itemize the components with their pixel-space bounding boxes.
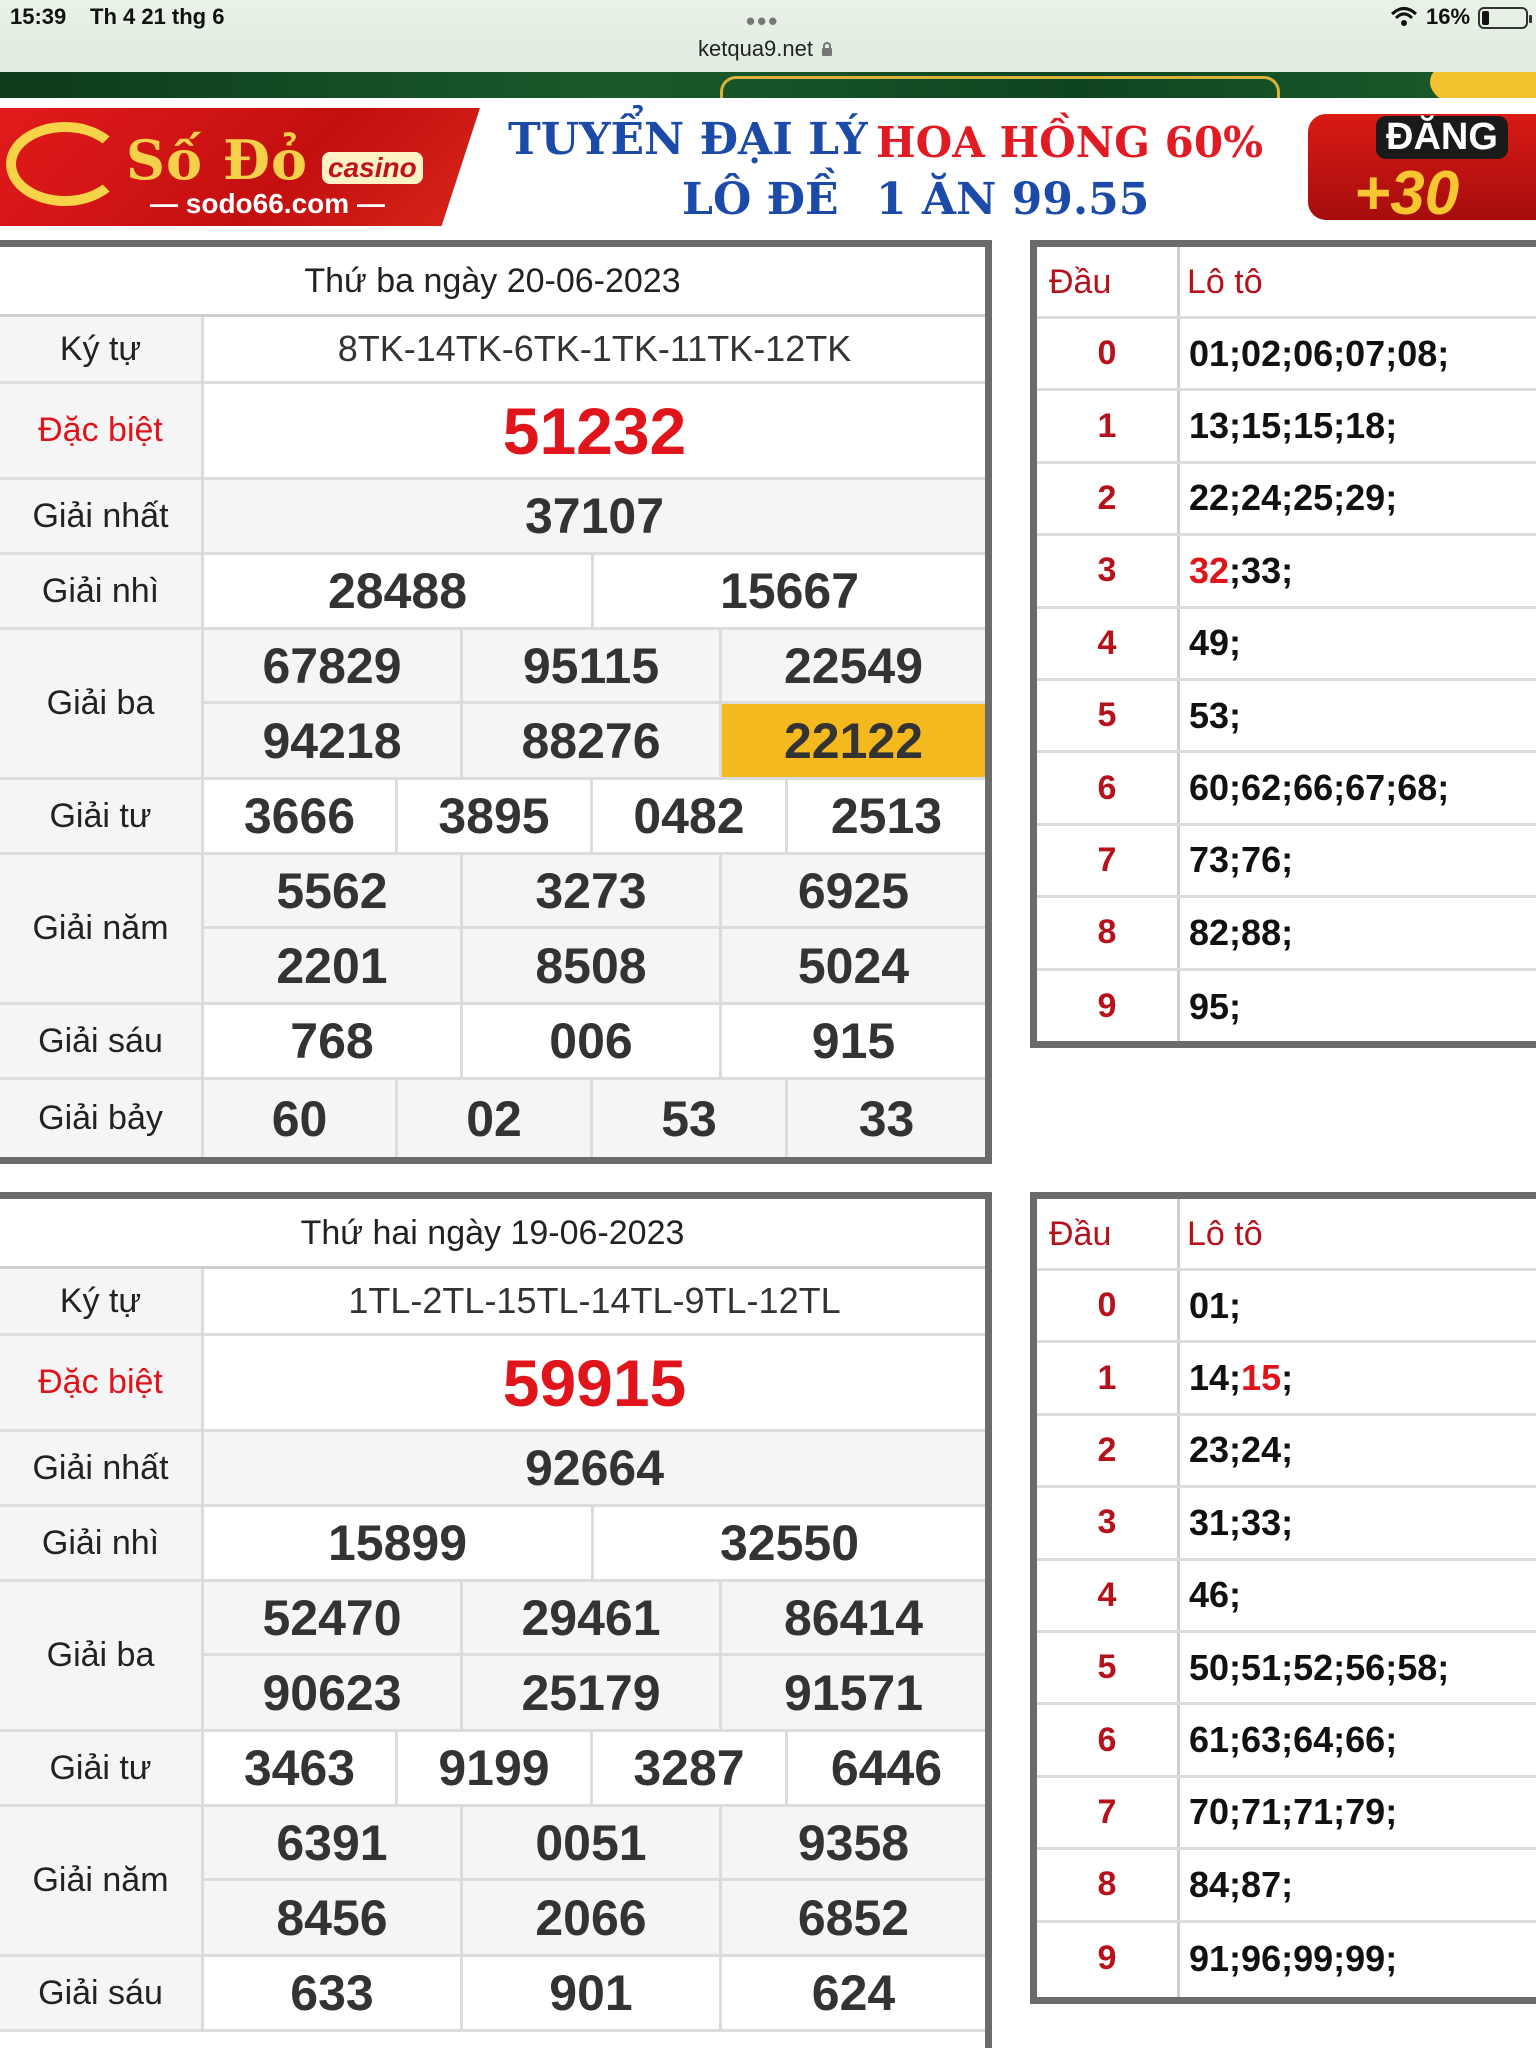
- row-fourth: [0, 780, 985, 855]
- prize-number: 22549: [722, 630, 985, 704]
- prize-number: 5562: [204, 855, 463, 929]
- loto-number: 91: [1189, 1937, 1230, 1979]
- row-third: [0, 630, 985, 780]
- loto-numbers: [1189, 319, 1536, 388]
- loto-number: 07: [1345, 332, 1386, 374]
- separator: ;: [1281, 1863, 1294, 1905]
- prize-number: 2201: [204, 929, 463, 1002]
- separator: ;: [1385, 477, 1398, 519]
- result-date-title: Thứ hai ngày 19-06-2023: [0, 1199, 985, 1269]
- separator: ;: [1229, 694, 1242, 736]
- loto-numbers: [1189, 681, 1536, 750]
- loto-number: 60: [1189, 767, 1230, 809]
- loto-header: [1037, 247, 1536, 319]
- loto-row: [1037, 753, 1536, 825]
- prize-number: 02: [398, 1080, 593, 1157]
- loto-number: 61: [1189, 1719, 1230, 1761]
- separator: ;: [1333, 1937, 1346, 1979]
- row-label-special: Đặc biệt: [0, 1336, 204, 1429]
- loto-number: 95: [1189, 985, 1230, 1027]
- prize-number: 901: [463, 1957, 722, 2029]
- sodo-logo-icon: [6, 122, 124, 206]
- row-label: Giải ba: [0, 1582, 204, 1729]
- row-label: Giải sáu: [0, 1005, 204, 1077]
- loto-number: 32: [1189, 549, 1230, 591]
- loto-number: 15: [1241, 1357, 1282, 1399]
- more-dots-icon[interactable]: •••: [746, 6, 780, 36]
- loto-numbers: [1189, 898, 1536, 967]
- row-first: [0, 480, 985, 555]
- row-second: [0, 1507, 985, 1582]
- row-sixth: [0, 1005, 985, 1080]
- loto-number: 70: [1189, 1791, 1230, 1833]
- separator: ;: [1385, 1937, 1398, 1979]
- loto-number: 49: [1189, 622, 1230, 664]
- separator: ;: [1437, 1646, 1450, 1688]
- loto-number: 15: [1241, 405, 1282, 447]
- loto-number: 01: [1189, 1284, 1230, 1326]
- loto-number: 66: [1293, 767, 1334, 809]
- loto-number: 31: [1189, 1501, 1230, 1543]
- separator: ;: [1229, 549, 1242, 591]
- loto-row: [1037, 464, 1536, 536]
- loto-number: 29: [1345, 477, 1386, 519]
- loto-dau: 3: [1097, 1503, 1117, 1542]
- separator: ;: [1333, 332, 1346, 374]
- loto-numbers: [1189, 391, 1536, 460]
- loto-dau: 9: [1097, 1939, 1117, 1978]
- loto-number: 51: [1241, 1646, 1282, 1688]
- prize-number: 91571: [783, 1664, 924, 1721]
- loto-numbers: [1189, 1705, 1536, 1774]
- loto-header: [1037, 1199, 1536, 1271]
- loto-row: [1037, 536, 1536, 608]
- prize-number: 25179: [463, 1656, 722, 1729]
- loto-row: [1037, 1416, 1536, 1488]
- prize-number: 0051: [463, 1807, 722, 1881]
- prize-number: 633: [204, 1957, 463, 2029]
- prize-number: 6852: [797, 1889, 910, 1946]
- loto-table: [1030, 240, 1536, 1048]
- battery-icon: [1478, 7, 1528, 29]
- kytu-code: 8TK-14TK-6TK-1TK-11TK-12TK: [337, 328, 852, 369]
- ad-decoration: [1430, 72, 1536, 98]
- row-fourth: [0, 1732, 985, 1807]
- prize-number: 3273: [463, 855, 722, 929]
- separator: ;: [1229, 332, 1242, 374]
- loto-number: 08: [1397, 332, 1438, 374]
- loto-row: [1037, 1488, 1536, 1560]
- separator: ;: [1229, 1719, 1242, 1761]
- separator: ;: [1385, 1791, 1398, 1833]
- prize-number: 28488: [204, 555, 594, 627]
- loto-number: 71: [1241, 1791, 1282, 1833]
- row-special: [0, 384, 985, 480]
- loto-row: [1037, 971, 1536, 1043]
- prize-number: 6925: [722, 855, 985, 929]
- prize-number: 915: [811, 1013, 896, 1069]
- loto-number: 68: [1397, 767, 1438, 809]
- loto-number: 84: [1189, 1863, 1230, 1905]
- loto-number: 18: [1345, 405, 1386, 447]
- ad-brand: Số Đỏ: [126, 128, 309, 192]
- battery-percent: 16%: [1426, 4, 1471, 29]
- loto-numbers: [1189, 1561, 1536, 1630]
- row-label-special: Đặc biệt: [0, 384, 204, 477]
- ad-brand-tag: casino: [322, 152, 423, 184]
- row-label: Giải nhì: [0, 1507, 204, 1579]
- separator: ;: [1385, 332, 1398, 374]
- separator: ;: [1229, 1937, 1242, 1979]
- ad-domain: — sodo66.com —: [150, 188, 385, 219]
- prize-number: 006: [463, 1005, 722, 1077]
- separator: ;: [1229, 1646, 1242, 1688]
- loto-dau: 5: [1097, 1648, 1117, 1687]
- loto-number: 01: [1189, 332, 1230, 374]
- separator: ;: [1333, 1646, 1346, 1688]
- url-text: ketqua9.net: [698, 36, 813, 61]
- ad-title: TUYỂN ĐẠI LÝ: [508, 114, 868, 165]
- separator: ;: [1229, 477, 1242, 519]
- loto-numbers: [1189, 1778, 1536, 1847]
- separator: ;: [1333, 477, 1346, 519]
- kytu-code: 1TL-2TL-15TL-14TL-9TL-12TL: [348, 1280, 841, 1321]
- separator: ;: [1281, 839, 1294, 881]
- loto-number: 76: [1241, 839, 1282, 881]
- result-table: [0, 1192, 992, 2048]
- separator: ;: [1281, 332, 1294, 374]
- loto-row: [1037, 898, 1536, 970]
- loto-head-loto: Lô tô: [1187, 263, 1263, 301]
- loto-number: 79: [1345, 1791, 1386, 1833]
- loto-number: 33: [1241, 1501, 1282, 1543]
- prize-number: 6391: [204, 1807, 463, 1881]
- separator: ;: [1281, 1646, 1294, 1688]
- loto-dau: 1: [1097, 406, 1117, 445]
- loto-row: [1037, 1923, 1536, 1995]
- ad-lode: LÔ ĐỀ: [682, 174, 839, 225]
- prize-number: 3895: [398, 780, 593, 852]
- loto-row: [1037, 1705, 1536, 1777]
- row-label: Giải năm: [0, 1807, 204, 1954]
- prize-number: 86414: [722, 1582, 985, 1656]
- loto-numbers: [1189, 1271, 1536, 1340]
- loto-numbers: [1189, 1923, 1536, 1995]
- prize-number: 88276: [463, 704, 722, 777]
- lock-icon: [821, 37, 833, 63]
- status-date: Th 4 21 thg 6: [90, 4, 225, 29]
- loto-number: 46: [1189, 1574, 1230, 1616]
- loto-number: 53: [1189, 694, 1230, 736]
- separator: ;: [1385, 405, 1398, 447]
- row-third: [0, 1582, 985, 1732]
- loto-dau: 4: [1097, 623, 1117, 662]
- loto-row: [1037, 826, 1536, 898]
- row-label: Giải nhì: [0, 555, 204, 627]
- loto-dau: 6: [1097, 768, 1117, 807]
- loto-row: [1037, 1343, 1536, 1415]
- prize-number: 90623: [204, 1656, 463, 1729]
- sodo-ad-banner[interactable]: [0, 108, 1536, 226]
- loto-numbers: [1189, 609, 1536, 678]
- row-label: Giải sáu: [0, 1957, 204, 2029]
- separator: ;: [1281, 477, 1294, 519]
- prize-number: 53: [593, 1080, 788, 1157]
- loto-head-dau: Đầu: [1049, 1215, 1112, 1253]
- loto-row: [1037, 1561, 1536, 1633]
- separator: ;: [1333, 1719, 1346, 1761]
- loto-row: [1037, 1633, 1536, 1705]
- loto-number: 50: [1189, 1646, 1230, 1688]
- loto-number: 64: [1293, 1719, 1334, 1761]
- separator: ;: [1229, 1357, 1242, 1399]
- row-sixth: [0, 1957, 985, 2032]
- loto-numbers: [1189, 1633, 1536, 1702]
- loto-dau: 2: [1097, 1430, 1117, 1469]
- prize-number: 5024: [797, 937, 910, 994]
- loto-number: 22: [1189, 477, 1230, 519]
- loto-number: 14: [1189, 1357, 1230, 1399]
- separator: ;: [1229, 1501, 1242, 1543]
- prize-number: 29461: [463, 1582, 722, 1656]
- loto-number: 02: [1241, 332, 1282, 374]
- loto-number: 73: [1189, 839, 1230, 881]
- separator: ;: [1281, 1501, 1294, 1543]
- separator: ;: [1281, 1357, 1294, 1399]
- prize-number: 67829: [204, 630, 463, 704]
- separator: ;: [1281, 1429, 1294, 1471]
- prize-number: 9358: [722, 1807, 985, 1881]
- loto-number: 88: [1241, 911, 1282, 953]
- loto-numbers: [1189, 536, 1536, 605]
- separator: ;: [1229, 911, 1242, 953]
- row-label: Giải ba: [0, 630, 204, 777]
- prize-number: 3463: [204, 1732, 398, 1804]
- separator: ;: [1229, 1429, 1242, 1471]
- top-ad-banner[interactable]: [0, 72, 1536, 98]
- loto-row: [1037, 609, 1536, 681]
- separator: ;: [1229, 985, 1242, 1027]
- ad-register-label: ĐĂNG: [1376, 116, 1508, 159]
- row-label: Giải tư: [0, 780, 204, 852]
- loto-number: 99: [1293, 1937, 1334, 1979]
- loto-number: 56: [1345, 1646, 1386, 1688]
- separator: ;: [1281, 549, 1294, 591]
- prize-number: 3666: [204, 780, 398, 852]
- row-label: Giải năm: [0, 855, 204, 1002]
- loto-numbers: [1189, 1416, 1536, 1485]
- address-bar[interactable]: [698, 36, 833, 63]
- row-label: Giải nhất: [0, 480, 204, 552]
- loto-dau: 4: [1097, 1575, 1117, 1614]
- ad-odds: 1 ĂN 99.55: [876, 174, 1150, 225]
- loto-number: 33: [1241, 549, 1282, 591]
- loto-numbers: [1189, 826, 1536, 895]
- row-label: Giải bảy: [0, 1080, 204, 1157]
- loto-row: [1037, 391, 1536, 463]
- prize-number: 9199: [398, 1732, 593, 1804]
- loto-dau: 9: [1097, 987, 1117, 1026]
- ad-frame: [720, 76, 1280, 98]
- separator: ;: [1229, 1574, 1242, 1616]
- row-label: Giải tư: [0, 1732, 204, 1804]
- loto-number: 06: [1293, 332, 1334, 374]
- prize-number: 6446: [830, 1740, 943, 1796]
- loto-row: [1037, 1778, 1536, 1850]
- loto-numbers: [1189, 1850, 1536, 1919]
- prize-number: 95115: [463, 630, 722, 704]
- loto-numbers: [1189, 464, 1536, 533]
- separator: ;: [1229, 839, 1242, 881]
- loto-numbers: [1189, 971, 1536, 1043]
- row-special: [0, 1336, 985, 1432]
- row-seventh: [0, 1080, 985, 1157]
- prize-number: 8456: [204, 1881, 463, 1954]
- row-label: Ký tự: [0, 317, 204, 381]
- loto-dau: 2: [1097, 478, 1117, 517]
- prize-number: 37107: [524, 488, 665, 544]
- separator: ;: [1385, 1719, 1398, 1761]
- loto-row: [1037, 1271, 1536, 1343]
- prize-number: 2066: [463, 1881, 722, 1954]
- separator: ;: [1229, 767, 1242, 809]
- prize-number: 92664: [524, 1440, 665, 1496]
- loto-number: 52: [1293, 1646, 1334, 1688]
- loto-dau: 8: [1097, 913, 1117, 952]
- separator: ;: [1385, 1646, 1398, 1688]
- row-fifth: [0, 855, 985, 1005]
- separator: ;: [1229, 1863, 1242, 1905]
- loto-number: 99: [1345, 1937, 1386, 1979]
- loto-dau: 0: [1097, 1286, 1117, 1325]
- loto-dau: 3: [1097, 551, 1117, 590]
- ad-commission: HOA HỒNG 60%: [876, 118, 1263, 167]
- row-kytu: [0, 1269, 985, 1336]
- separator: ;: [1281, 405, 1294, 447]
- loto-number: 25: [1293, 477, 1334, 519]
- loto-number: 67: [1345, 767, 1386, 809]
- loto-dau: 7: [1097, 840, 1117, 879]
- prize-number: 33: [858, 1090, 915, 1147]
- separator: ;: [1385, 767, 1398, 809]
- prize-number-highlighted: 22122: [722, 704, 985, 777]
- prize-number: 768: [204, 1005, 463, 1077]
- separator: ;: [1229, 405, 1242, 447]
- separator: ;: [1281, 1937, 1294, 1979]
- loto-dau: 6: [1097, 1720, 1117, 1759]
- loto-number: 63: [1241, 1719, 1282, 1761]
- row-kytu: [0, 317, 985, 384]
- separator: ;: [1281, 1719, 1294, 1761]
- loto-head-loto: Lô tô: [1187, 1215, 1263, 1253]
- prize-number: 0482: [593, 780, 788, 852]
- prize-number: 60: [204, 1080, 398, 1157]
- loto-numbers: [1189, 1343, 1536, 1412]
- wifi-icon: [1390, 6, 1418, 33]
- loto-number: 23: [1189, 1429, 1230, 1471]
- separator: ;: [1229, 1791, 1242, 1833]
- separator: ;: [1281, 1791, 1294, 1833]
- row-first: [0, 1432, 985, 1507]
- prize-number: 52470: [204, 1582, 463, 1656]
- result-date-title: Thứ ba ngày 20-06-2023: [0, 247, 985, 317]
- prize-number: 32550: [719, 1515, 860, 1571]
- row-fifth: [0, 1807, 985, 1957]
- loto-number: 58: [1397, 1646, 1438, 1688]
- separator: ;: [1333, 1791, 1346, 1833]
- separator: ;: [1333, 405, 1346, 447]
- separator: ;: [1281, 911, 1294, 953]
- loto-number: 13: [1189, 405, 1230, 447]
- loto-dau: 0: [1097, 334, 1117, 373]
- prize-number: 3287: [593, 1732, 788, 1804]
- row-second: [0, 555, 985, 630]
- separator: ;: [1229, 622, 1242, 664]
- separator: ;: [1281, 767, 1294, 809]
- loto-head-dau: Đầu: [1049, 263, 1112, 301]
- special-prize: 59915: [502, 1345, 687, 1420]
- loto-dau: 1: [1097, 1358, 1117, 1397]
- loto-number: 24: [1241, 477, 1282, 519]
- loto-row: [1037, 319, 1536, 391]
- loto-number: 96: [1241, 1937, 1282, 1979]
- ad-bonus-label: +30: [1354, 159, 1460, 228]
- row-label: Ký tự: [0, 1269, 204, 1333]
- separator: ;: [1437, 332, 1450, 374]
- loto-row: [1037, 681, 1536, 753]
- loto-numbers: [1189, 753, 1536, 822]
- prize-number: 15899: [204, 1507, 594, 1579]
- loto-number: 71: [1293, 1791, 1334, 1833]
- result-table: [0, 240, 992, 1164]
- loto-dau: 8: [1097, 1865, 1117, 1904]
- row-label: Giải nhất: [0, 1432, 204, 1504]
- prize-number: 8508: [463, 929, 722, 1002]
- separator: ;: [1333, 767, 1346, 809]
- loto-dau: 5: [1097, 696, 1117, 735]
- loto-number: 66: [1345, 1719, 1386, 1761]
- special-prize: 51232: [502, 393, 687, 468]
- prize-number: 2513: [830, 788, 943, 844]
- status-bar: [0, 0, 1536, 72]
- loto-table: [1030, 1192, 1536, 2004]
- loto-numbers: [1189, 1488, 1536, 1557]
- loto-number: 62: [1241, 767, 1282, 809]
- loto-dau: 7: [1097, 1792, 1117, 1831]
- loto-number: 87: [1241, 1863, 1282, 1905]
- prize-number: 624: [811, 1965, 896, 2021]
- loto-number: 82: [1189, 911, 1230, 953]
- prize-number: 15667: [719, 563, 860, 619]
- loto-row: [1037, 1850, 1536, 1922]
- loto-number: 24: [1241, 1429, 1282, 1471]
- prize-number: 94218: [204, 704, 463, 777]
- separator: ;: [1229, 1284, 1242, 1326]
- separator: ;: [1437, 767, 1450, 809]
- loto-number: 15: [1293, 405, 1334, 447]
- status-time: 15:39: [10, 4, 67, 29]
